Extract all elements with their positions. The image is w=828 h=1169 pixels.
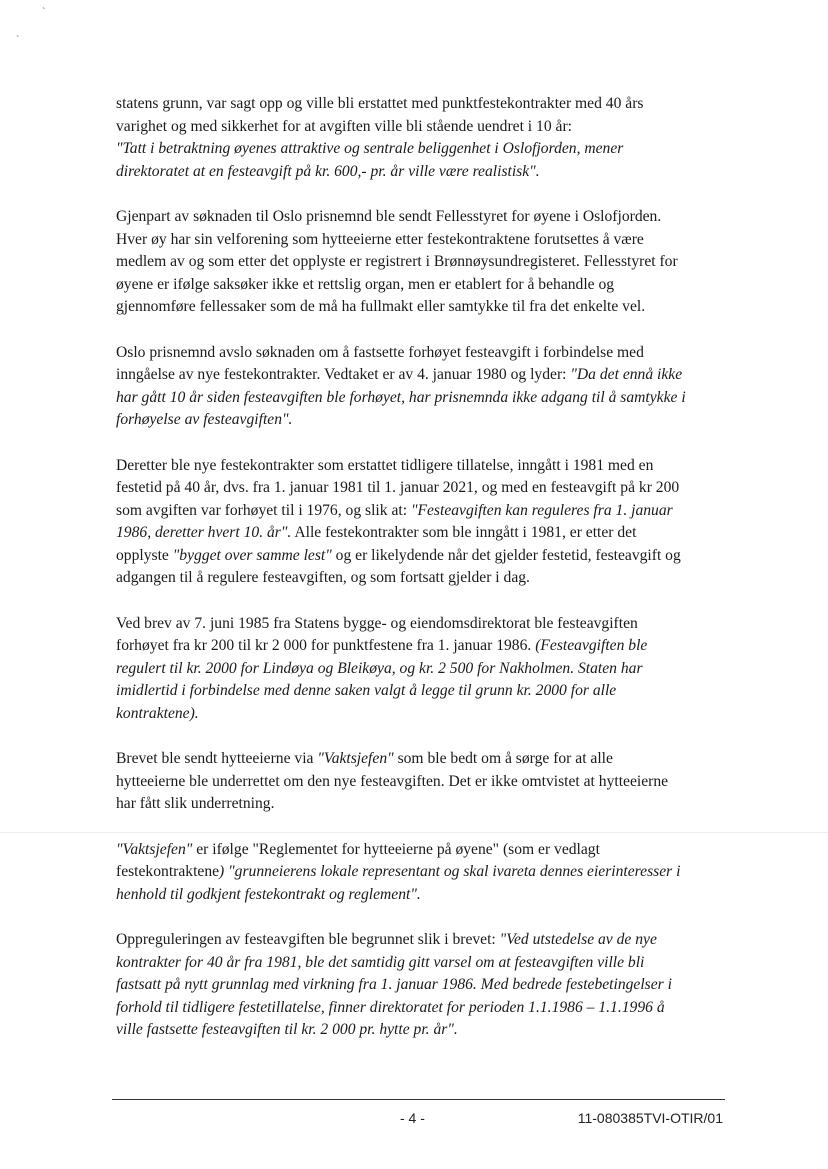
text-line <box>116 251 728 274</box>
text-segment: og er likelydende når det gjelder festetid, festeavgift og <box>331 546 681 564</box>
text-segment: har fått slik underretning. <box>116 795 275 813</box>
italic-quote-segment: henhold til godkjent festekontrakt og reglement". <box>116 885 421 903</box>
italic-quote-segment: "Festeavgiften kan reguleres fra 1. januar <box>410 501 673 519</box>
italic-quote-segment: "Vaktsjefen" <box>116 840 193 858</box>
italic-quote-segment: kontrakter for 40 år fra 1981, ble det samtidig gitt varsel om at festeavgiften ville bli <box>116 953 645 971</box>
text-line <box>116 703 728 726</box>
text-line <box>116 364 728 387</box>
text-segment: adgangen til å regulere festeavgiften, og som fortsatt gjelder i dag. <box>116 569 530 587</box>
text-line <box>116 274 728 297</box>
text-line <box>116 952 728 975</box>
scan-artifact-mark: ` <box>16 35 20 46</box>
footer-divider <box>112 1099 725 1100</box>
text-line <box>116 409 728 432</box>
page-number: - 4 - <box>400 1110 425 1126</box>
text-segment: Ved brev av 7. juni 1985 fra Statens bygge- og eiendomsdirektorat ble festeavgiften <box>116 614 638 632</box>
text-segment: som avgiften var forhøyet til i 1976, og slik at: <box>116 501 411 519</box>
italic-quote-segment: (Festeavgiften ble <box>535 637 648 655</box>
italic-quote-segment: fastsatt på nytt grunnlag med virkning fra 1. januar 1986. Med bedrede festebetingelser i <box>116 976 672 994</box>
text-segment: statens grunn, var sagt opp og ville bli erstattet med punktfestekontrakter med 40 års <box>116 95 644 112</box>
italic-quote-segment: "Da det ennå ikke <box>570 366 683 384</box>
text-line <box>116 206 728 229</box>
text-line <box>116 93 728 116</box>
text-line <box>116 522 728 545</box>
text-line <box>116 116 728 139</box>
italic-quote-segment: forhøyelse av festeavgiften". <box>116 411 293 429</box>
text-segment: opplyste <box>116 546 173 564</box>
text-segment: Oslo prisnemnd avslo søknaden om å fastsette forhøyet festeavgift i forbindelse med <box>116 343 644 361</box>
text-line <box>116 1019 728 1042</box>
italic-quote-segment: har gått 10 år siden festeavgiften ble forhøyet, har prisnemnda ikke adgang til å samtykke i <box>116 388 686 406</box>
italic-quote-segment: "Ved utstedelse av de nye <box>499 930 657 948</box>
scan-artifact-mark: ` <box>42 7 46 18</box>
text-segment: festekontraktene <box>116 863 220 881</box>
text-segment: øyene er ifølge saksøker ikke et rettslig organ, men er etablert for å behandle og <box>116 275 615 293</box>
text-line <box>116 929 728 952</box>
text-line <box>116 793 728 816</box>
text-line <box>116 545 728 568</box>
text-segment: hytteeierne ble underrettet om den nye festeavgiften. Det er ikke omtvistet at hytteeierne <box>116 772 669 790</box>
text-line <box>116 680 728 703</box>
text-segment: medlem av og som etter det opplyste er registrert i Brønnøysundregisteret. Fellesstyret for <box>116 253 678 271</box>
italic-quote-segment: kontraktene). <box>116 705 199 723</box>
italic-quote-segment: "bygget over samme lest" <box>172 546 332 564</box>
text-line <box>116 138 728 161</box>
text-line <box>116 567 728 590</box>
paragraph-p3 <box>116 342 728 432</box>
text-line <box>116 229 728 252</box>
text-line <box>116 296 728 319</box>
paragraph-p7 <box>116 839 728 907</box>
text-line <box>116 455 728 478</box>
text-segment: Oppreguleringen av festeavgiften ble begrunnet slik i brevet: <box>116 930 500 948</box>
text-segment: forhøyet fra kr 200 til kr 2 000 for punktfestene fra 1. januar 1986. <box>116 637 536 655</box>
text-line <box>116 771 728 794</box>
text-segment: Deretter ble nye festekontrakter som erstattet tidligere tillatelse, inngått i 1981 med en <box>116 456 654 474</box>
italic-quote-segment: imidlertid i forbindelse med denne saken valgt å legge til grunn kr. 2000 for alle <box>116 682 617 700</box>
text-line <box>116 997 728 1020</box>
text-segment: inngåelse av nye festekontrakter. Vedtaket er av 4. januar 1980 og lyder: <box>116 366 571 384</box>
paragraph-p5 <box>116 613 728 726</box>
italic-quote-segment: ville fastsette festeavgiften til kr. 2 000 pr. hytte pr. år". <box>116 1021 458 1039</box>
italic-quote-segment: "Vaktsjefen" <box>317 750 394 768</box>
text-line <box>116 884 728 907</box>
text-line <box>116 635 728 658</box>
text-line <box>116 748 728 771</box>
text-segment: Brevet ble sendt hytteeierne via <box>116 750 318 768</box>
italic-quote-segment: ) "grunneierens lokale representant og skal ivareta dennes eierinteresser i <box>219 863 681 881</box>
paragraph-p8 <box>116 929 728 1042</box>
text-line <box>116 861 728 884</box>
text-line <box>116 658 728 681</box>
text-line <box>116 974 728 997</box>
text-line <box>116 613 728 636</box>
text-segment: varighet og med sikkerhet for at avgiften ville bli stående uendret i 10 år: <box>116 117 572 135</box>
text-line <box>116 387 728 410</box>
text-segment: Hver øy har sin velforening som hytteeierne etter festekontraktene forutsettes å være <box>116 230 644 248</box>
document-body <box>116 93 728 1042</box>
text-line <box>116 342 728 365</box>
italic-quote-segment: 1986, deretter hvert 10. år". <box>116 524 292 542</box>
paragraph-p4 <box>116 455 728 591</box>
text-segment: Alle festekontrakter som ble inngått i 1981, er etter det <box>291 524 637 542</box>
document-reference: 11-080385TVI-OTIR/01 <box>577 1110 723 1126</box>
text-segment: er ifølge "Reglementet for hytteeierne på øyene" (som er vedlagt <box>192 840 600 858</box>
text-segment: festetid på 40 år, dvs. fra 1. januar 1981 til 1. januar 2021, og med en festeavgift på kr 200 <box>116 479 680 497</box>
text-segment: som ble bedt om å sørge for at alle <box>393 750 613 768</box>
paragraph-p2 <box>116 206 728 319</box>
text-line <box>116 839 728 862</box>
scan-fold-line <box>0 832 828 833</box>
italic-quote-segment: direktoratet at en festeavgift på kr. 600,- pr. år ville være realistisk". <box>116 162 540 180</box>
text-line <box>116 161 728 184</box>
text-line <box>116 500 728 523</box>
italic-quote-segment: forhold til tidligere festetillatelse, finner direktoratet for perioden 1.1.1986 – 1.1.1996 å <box>116 998 665 1016</box>
italic-quote-segment: regulert til kr. 2000 for Lindøya og Bleikøya, og kr. 2 500 for Nakholmen. Staten har <box>116 659 643 677</box>
text-segment: Gjenpart av søknaden til Oslo prisnemnd ble sendt Fellesstyret for øyene i Oslofjorden. <box>116 207 662 225</box>
paragraph-p6 <box>116 748 728 816</box>
italic-quote-segment: "Tatt i betraktning øyenes attraktive og sentrale beliggenhet i Oslofjorden, mener <box>116 140 624 158</box>
paragraph-p1 <box>116 93 728 183</box>
text-line <box>116 477 728 500</box>
text-segment: gjennomføre fellessaker som de må ha fullmakt eller samtykke til fra det enkelte vel. <box>116 298 646 316</box>
